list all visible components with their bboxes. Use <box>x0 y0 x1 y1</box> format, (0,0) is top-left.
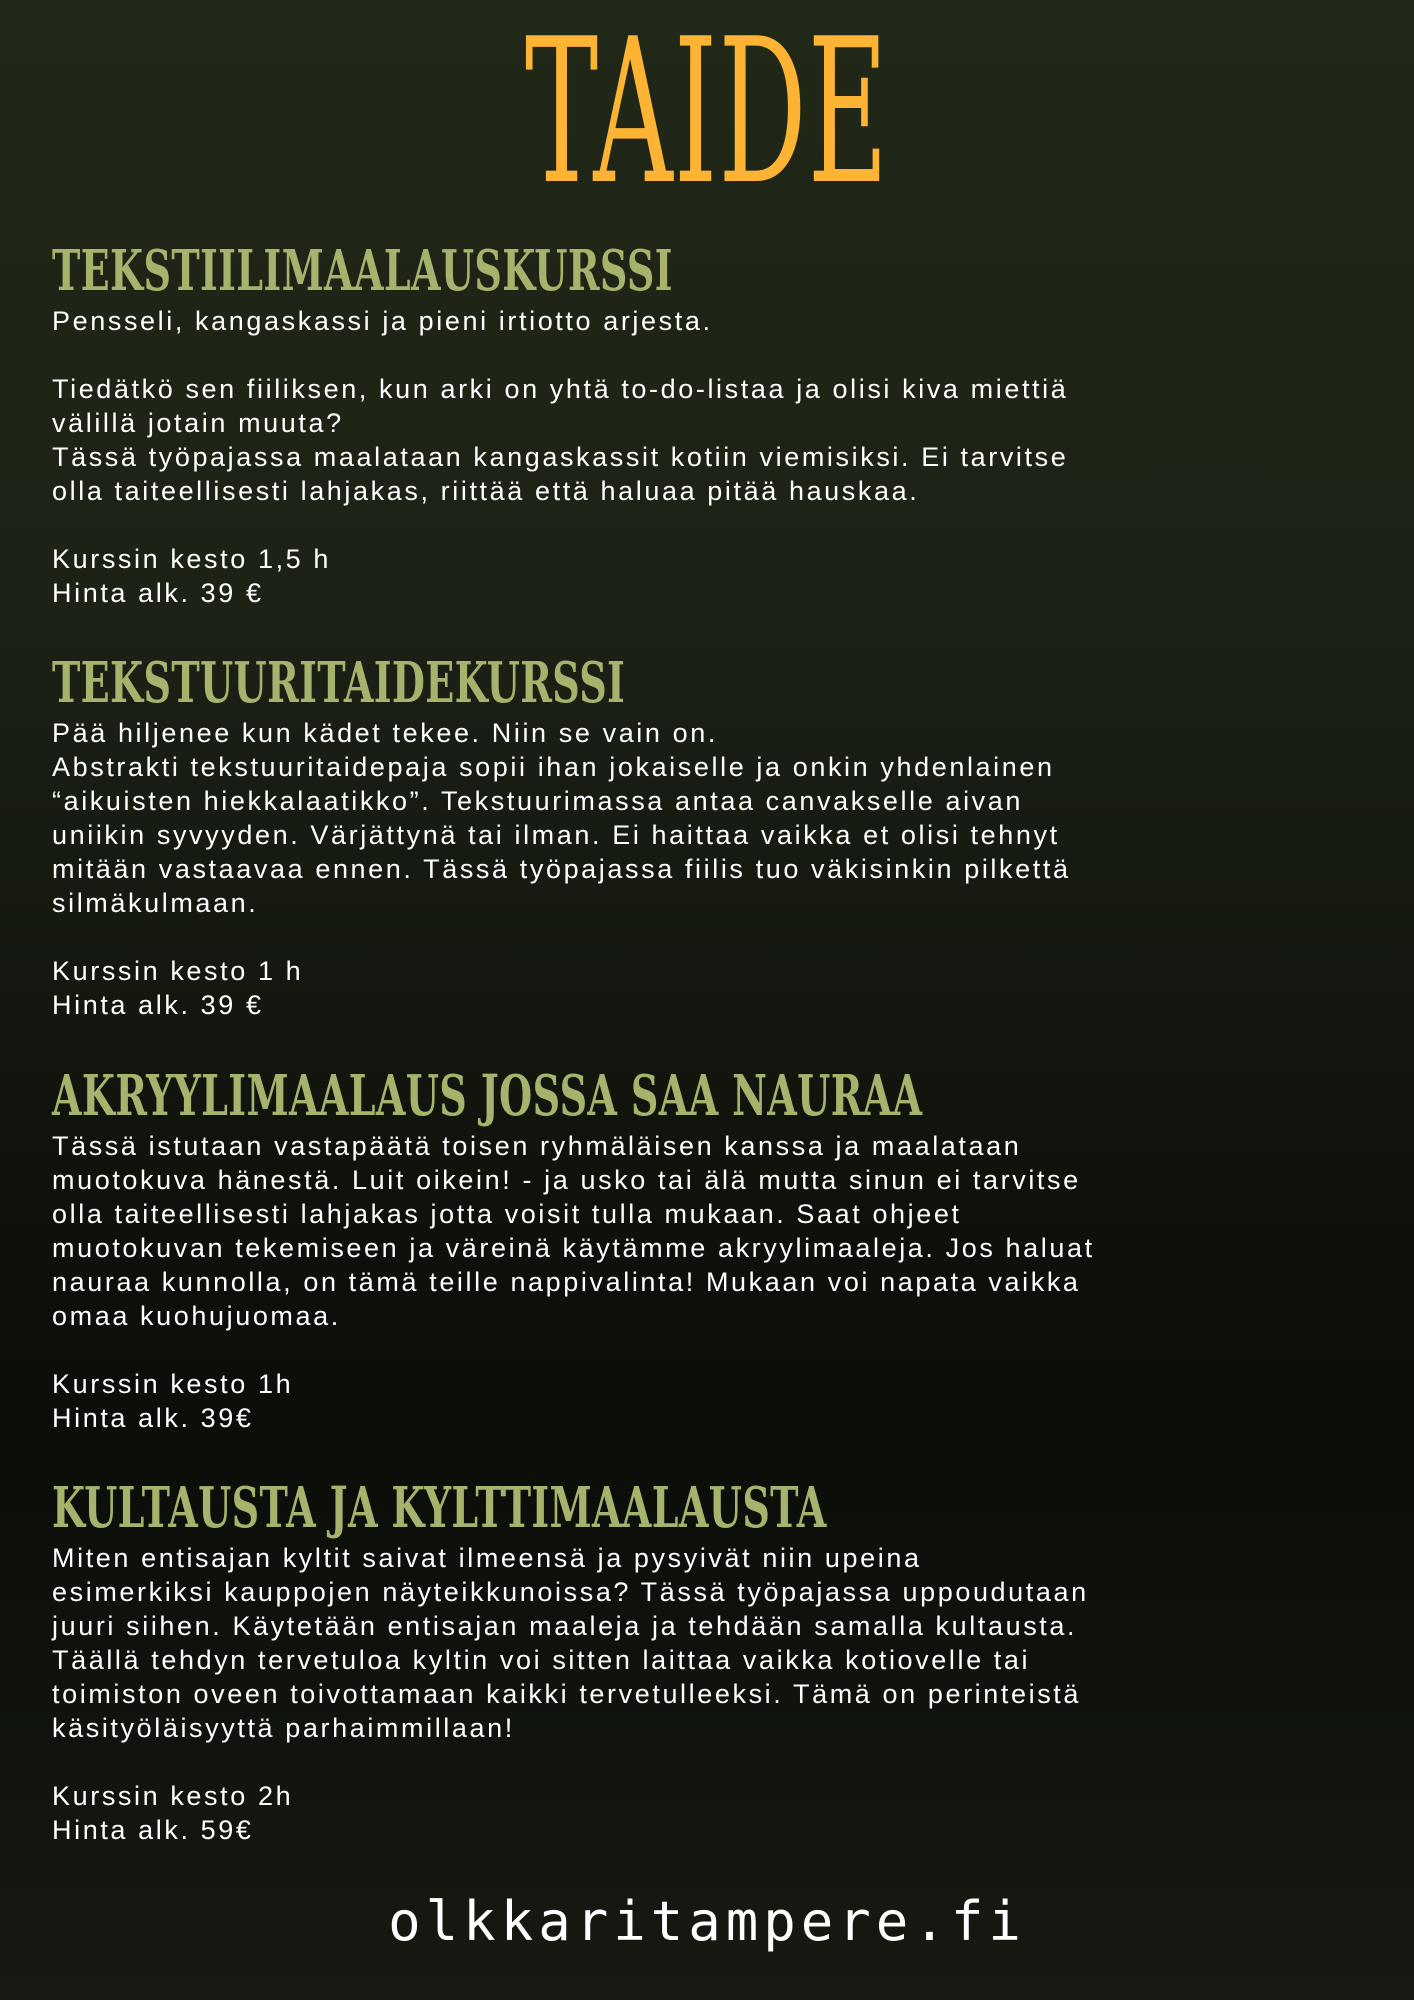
description-line: Pensseli, kangaskassi ja pieni irtiotto arjesta. <box>52 306 713 336</box>
course-section-gilding <box>52 1475 1372 1847</box>
course-section-textile <box>52 238 1372 610</box>
description-line: Kurssin kesto 1h <box>52 1369 294 1399</box>
course-section-acrylic <box>52 1063 1372 1435</box>
description-line: Pää hiljenee kun kädet tekee. Niin se vain on. <box>52 718 718 748</box>
paragraph-gap <box>52 1333 1372 1367</box>
description-line: Tässä istutaan vastapäätä toisen ryhmäläisen kanssa ja maalataan <box>52 1131 1022 1161</box>
description-line: Hinta alk. 59€ <box>52 1815 254 1845</box>
website-url[interactable]: olkkaritampere.fi <box>388 1890 1026 1953</box>
course-section-texture <box>52 650 1372 1022</box>
description-line: omaa kuohujuomaa. <box>52 1301 341 1331</box>
paragraph-gap <box>52 1745 1372 1779</box>
description-line: Hinta alk. 39€ <box>52 1403 254 1433</box>
description-line: Abstrakti tekstuuritaidepaja sopii ihan jokaiselle ja onkin yhdenlainen <box>52 752 1055 782</box>
description-line: muotokuvan tekemiseen ja väreinä käytämme akryylimaaleja. Jos haluat <box>52 1233 1095 1263</box>
course-heading: KULTAUSTA JA KYLTTIMAALAUSTA <box>52 1475 827 1541</box>
description-line: muotokuva hänestä. Luit oikein! - ja usko tai älä mutta sinun ei tarvitse <box>52 1165 1081 1195</box>
course-description <box>52 716 1372 1022</box>
description-line: toimiston oveen toivottamaan kaikki tervetulleeksi. Tämä on perinteistä <box>52 1679 1082 1709</box>
description-line: uniikin syvyyden. Värjättynä tai ilman. Ei haittaa vaikka et olisi tehnyt <box>52 820 1060 850</box>
description-line: Kurssin kesto 1 h <box>52 956 304 986</box>
description-line: mitään vastaavaa ennen. Tässä työpajassa fiilis tuo väkisinkin pilkettä <box>52 854 1071 884</box>
paragraph-gap <box>52 338 1372 372</box>
description-line: Tässä työpajassa maalataan kangaskassit kotiin viemisiksi. Ei tarvitse <box>52 442 1069 472</box>
description-line: Tiedätkö sen fiiliksen, kun arki on yhtä to-do-listaa ja olisi kiva miettiä <box>52 374 1069 404</box>
description-line: Miten entisajan kyltit saivat ilmeensä ja pysyivät niin upeina <box>52 1543 922 1573</box>
description-line: Kurssin kesto 2h <box>52 1781 294 1811</box>
course-description <box>52 1541 1372 1847</box>
description-line: Hinta alk. 39 € <box>52 578 264 608</box>
course-heading: TEKSTIILIMAALAUSKURSSI <box>52 238 673 304</box>
description-line: esimerkiksi kauppojen näyteikkunoissa? Tässä työpajassa uppoudutaan <box>52 1577 1089 1607</box>
description-line: nauraa kunnolla, on tämä teille nappivalinta! Mukaan voi napata vaikka <box>52 1267 1081 1297</box>
description-line: käsityöläisyyttä parhaimmillaan! <box>52 1713 515 1743</box>
paragraph-gap <box>52 508 1372 542</box>
description-line: “aikuisten hiekkalaatikko”. Tekstuurimassa antaa canvakselle aivan <box>52 786 1024 816</box>
paragraph-gap <box>52 920 1372 954</box>
course-description <box>52 304 1372 610</box>
description-line: olla taiteellisesti lahjakas, riittää että haluaa pitää hauskaa. <box>52 476 920 506</box>
course-description <box>52 1129 1372 1435</box>
description-line: Kurssin kesto 1,5 h <box>52 544 332 574</box>
description-line: välillä jotain muuta? <box>52 408 344 438</box>
course-heading: TEKSTUURITAIDEKURSSI <box>52 650 626 716</box>
description-line: silmäkulmaan. <box>52 888 259 918</box>
description-line: Hinta alk. 39 € <box>52 990 264 1020</box>
description-line: Täällä tehdyn tervetuloa kyltin voi sitten laittaa vaikka kotiovelle tai <box>52 1645 1031 1675</box>
description-line: olla taiteellisesti lahjakas jotta voisit tulla mukaan. Saat ohjeet <box>52 1199 962 1229</box>
page-title: TAIDE <box>524 0 890 229</box>
description-line: juuri siihen. Käytetään entisajan maaleja ja tehdään samalla kultausta. <box>52 1611 1078 1641</box>
course-heading: AKRYYLIMAALAUS JOSSA SAA NAURAA <box>52 1063 923 1129</box>
